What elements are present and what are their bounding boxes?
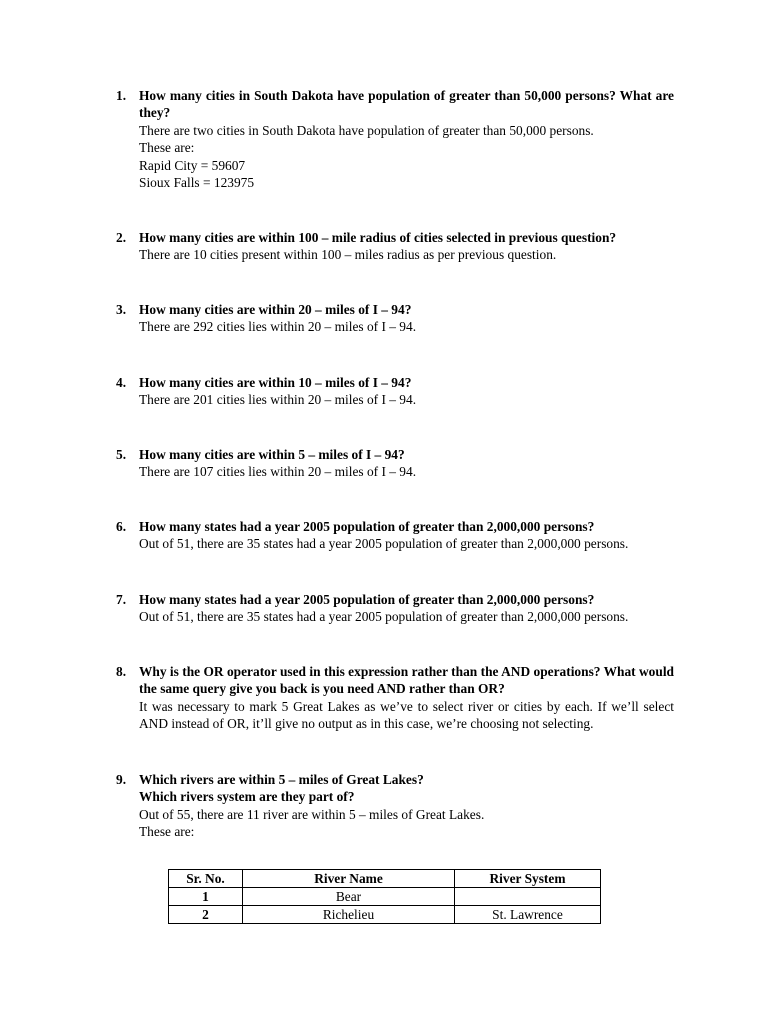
qa-body (139, 591, 674, 626)
table-row (169, 888, 601, 906)
qa-body (139, 663, 674, 733)
cell-river-name: Bear (243, 888, 455, 906)
answer-line: There are 201 cities lies within 20 – miles of I – 94. (139, 392, 417, 408)
cell-river-name: Richelieu (243, 906, 455, 924)
answer-line: It was necessary to mark 5 Great Lakes as we’ve to select river or cities by each. If we’ll select AND instead of OR, it’ll give no output as in this case, we’re choosing not selecting. (139, 698, 674, 732)
question-text: Which rivers system are they part of? (139, 789, 355, 805)
qa-body (139, 87, 674, 191)
answer-line: There are 10 cities present within 100 – miles radius as per previous question. (139, 247, 557, 263)
question-text: How many states had a year 2005 population of greater than 2,000,000 persons? (139, 592, 595, 607)
qa-body (139, 301, 674, 336)
question-text: How many cities are within 100 – mile radius of cities selected in previous question? (139, 230, 617, 245)
qa-body (139, 229, 674, 264)
question-text: How many states had a year 2005 population of greater than 2,000,000 persons? (139, 519, 595, 534)
question-text: Why is the OR operator used in this expression rather than the AND operations? What would the same query give you back is you need AND rather than OR? (139, 664, 674, 697)
question-number: 3. (116, 302, 127, 317)
question-number: 8. (116, 664, 127, 679)
question-number: 5. (116, 447, 127, 462)
question-number: 7. (116, 592, 127, 607)
cell-river-system: St. Lawrence (455, 906, 601, 924)
answer-line: These are: (139, 824, 195, 840)
answer-line: Rapid City = 59607 (139, 157, 246, 173)
header-sr-no: Sr. No. (169, 870, 243, 888)
question-number: 4. (116, 375, 127, 390)
answer-line: There are 292 cities lies within 20 – miles of I – 94. (139, 319, 417, 335)
cell-river-system (455, 888, 601, 906)
answer-line: Out of 55, there are 11 river are within 5 – miles of Great Lakes. (139, 806, 485, 822)
question-text: Which rivers are within 5 – miles of Great Lakes? (139, 772, 424, 787)
question-number: 9. (116, 772, 127, 787)
answer-line: There are two cities in South Dakota have population of greater than 50,000 persons. (139, 122, 594, 138)
header-river-system: River System (455, 870, 601, 888)
rivers-table (168, 869, 601, 924)
answer-line: These are: (139, 140, 195, 156)
table-row (169, 906, 601, 924)
question-text: How many cities in South Dakota have population of greater than 50,000 persons? What are they? (139, 88, 674, 121)
question-text: How many cities are within 20 – miles of I – 94? (139, 302, 412, 317)
question-text: How many cities are within 10 – miles of I – 94? (139, 375, 412, 390)
cell-sr-no: 1 (169, 888, 243, 906)
answer-line: Out of 51, there are 35 states had a year 2005 population of greater than 2,000,000 persons. (139, 609, 629, 625)
answer-line: Out of 51, there are 35 states had a year 2005 population of greater than 2,000,000 persons. (139, 536, 629, 552)
qa-body (139, 446, 674, 481)
question-number: 2. (116, 230, 127, 245)
qa-body (139, 771, 674, 841)
qa-body (139, 518, 674, 553)
table-header-row (169, 870, 601, 888)
cell-sr-no: 2 (169, 906, 243, 924)
question-number: 1. (116, 88, 127, 103)
header-river-name: River Name (243, 870, 455, 888)
answer-line: There are 107 cities lies within 20 – miles of I – 94. (139, 464, 417, 480)
question-text: How many cities are within 5 – miles of I – 94? (139, 447, 405, 462)
question-number: 6. (116, 519, 127, 534)
qa-body (139, 374, 674, 409)
answer-line: Sioux Falls = 123975 (139, 175, 255, 191)
